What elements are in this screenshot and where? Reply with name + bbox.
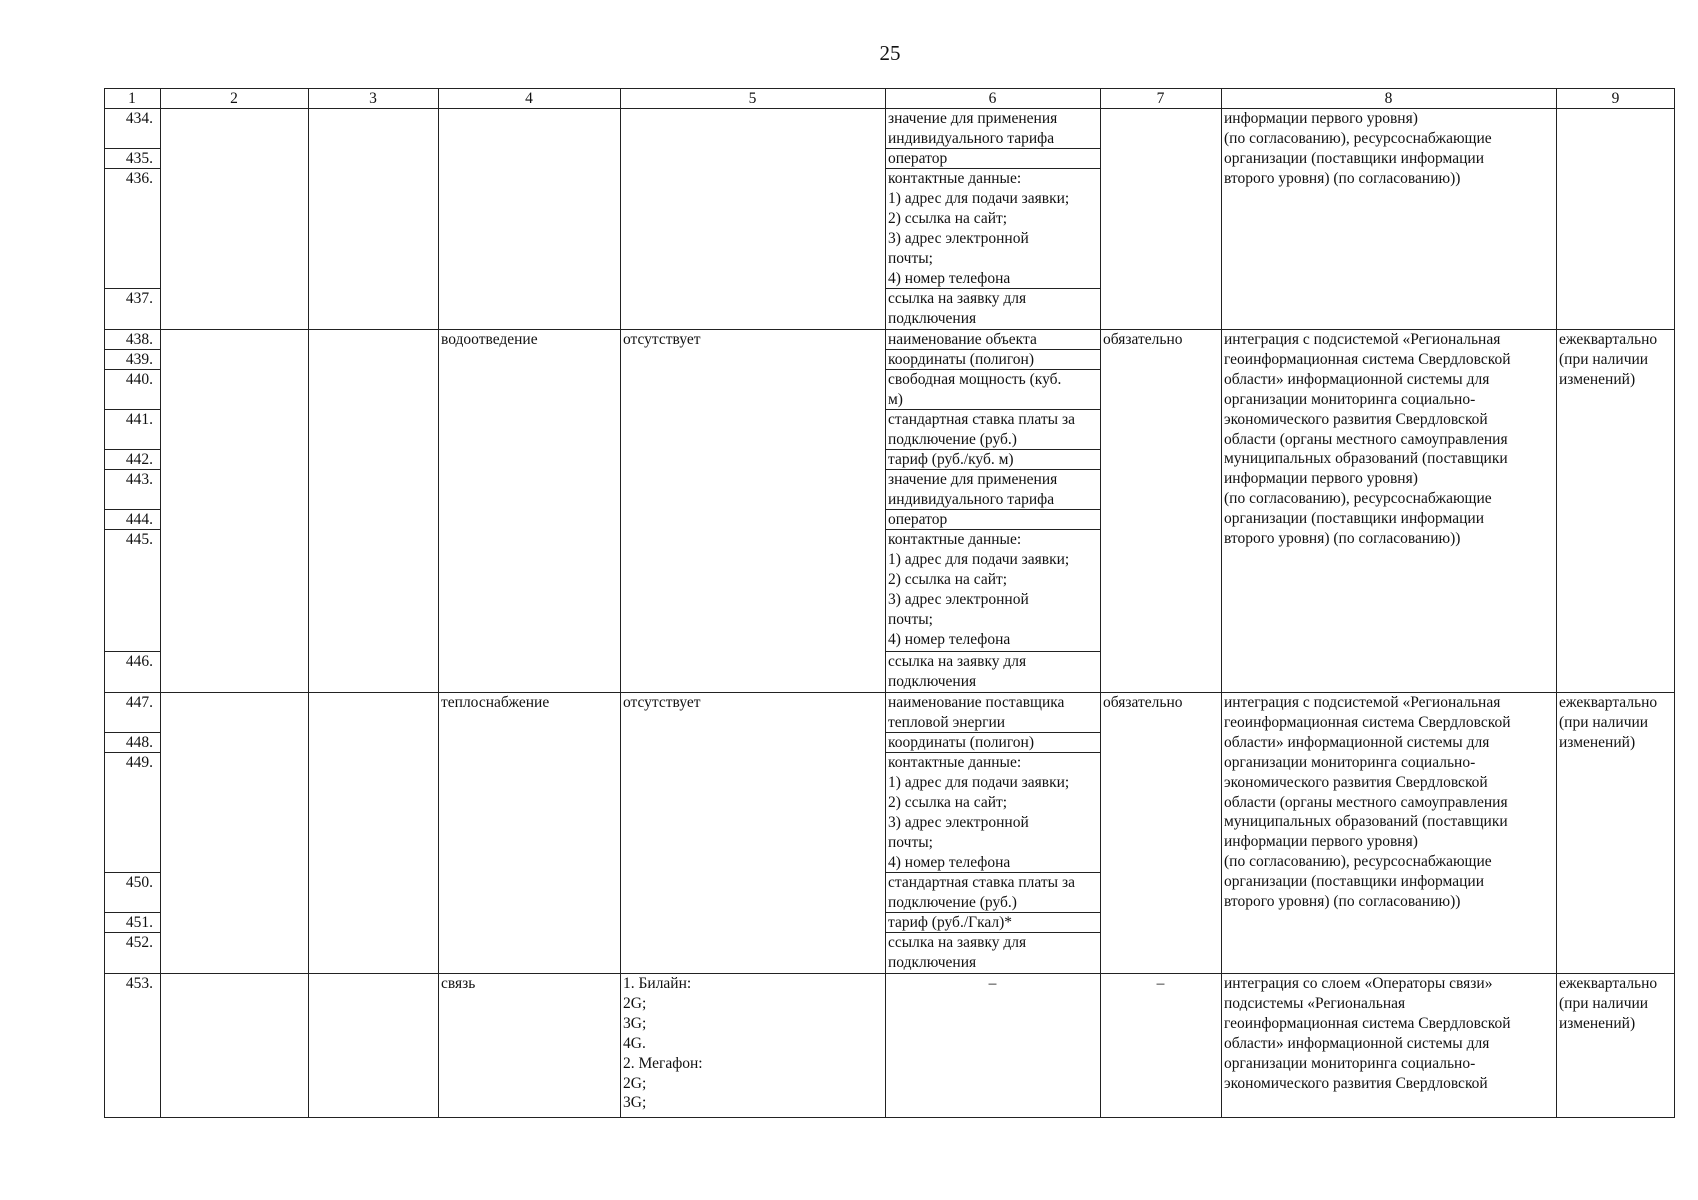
column-number: 2	[230, 90, 238, 107]
column-divider	[885, 88, 886, 1118]
column-number: 8	[1384, 90, 1393, 107]
field-name-cell: контактные данные: 1) адрес для подачи заявки; 2) ссылка на сайт; 3) адрес электронной почты; 4) номер телефона	[888, 170, 1070, 287]
frequency-cell: ежеквартально (при наличии изменений)	[1559, 694, 1658, 751]
availability-cell: отсутствует	[623, 331, 701, 348]
infrastructure-type-cell: теплоснабжение	[441, 694, 550, 711]
field-name-cell: тариф (руб./Гкал)*	[888, 914, 1013, 931]
row-number: 450.	[125, 874, 153, 891]
infrastructure-type-cell: связь	[441, 975, 476, 992]
row-number: 446.	[125, 653, 153, 670]
field-name-cell: координаты (полигон)	[888, 734, 1035, 751]
document-table	[104, 88, 1675, 1118]
frequency-cell: ежеквартально (при наличии изменений)	[1559, 975, 1658, 1032]
row-number: 440.	[125, 371, 153, 388]
row-number: 443.	[125, 471, 153, 488]
field-name-cell: свободная мощность (куб. м)	[888, 371, 1062, 408]
row-number: 436.	[125, 170, 153, 187]
frequency-cell: ежеквартально (при наличии изменений)	[1559, 331, 1658, 388]
column-divider	[1221, 88, 1222, 1118]
row-number: 448.	[125, 734, 153, 751]
field-name-cell: тариф (руб./куб. м)	[888, 451, 1014, 468]
row-number: 437.	[125, 290, 153, 307]
empty-dash-cell: –	[1156, 975, 1165, 992]
field-name-cell: контактные данные: 1) адрес для подачи заявки; 2) ссылка на сайт; 3) адрес электронной почты; 4) номер телефона	[888, 754, 1070, 871]
infrastructure-type-cell: водоотведение	[441, 331, 538, 348]
field-name-cell: контактные данные: 1) адрес для подачи заявки; 2) ссылка на сайт; 3) адрес электронной почты; 4) номер телефона	[888, 531, 1070, 648]
field-name-cell: ссылка на заявку для подключения	[888, 934, 1027, 971]
column-divider	[620, 88, 621, 1118]
row-number: 435.	[125, 150, 153, 167]
row-number: 438.	[125, 331, 153, 348]
row-number: 452.	[125, 934, 153, 951]
row-number: 441.	[125, 411, 153, 428]
field-name-cell: значение для применения индивидуального тарифа	[888, 110, 1058, 147]
column-number: 7	[1156, 90, 1165, 107]
column-number: 1	[128, 90, 136, 107]
field-name-cell: оператор	[888, 150, 948, 167]
empty-dash-cell: –	[988, 975, 997, 992]
field-name-cell: наименование поставщика тепловой энергии	[888, 694, 1065, 731]
row-number: 453.	[125, 975, 153, 992]
column-divider	[308, 88, 309, 1118]
page-number: 25	[879, 41, 901, 65]
row-number: 451.	[125, 914, 153, 931]
integration-cell: интеграция со слоем «Операторы связи» подсистемы «Региональная геоинформационная система Свердловской области» информационной системы для организации мониторинга социально- экономического развития Свердловской	[1224, 975, 1511, 1092]
row-number: 445.	[125, 531, 153, 548]
field-name-cell: ссылка на заявку для подключения	[888, 653, 1027, 690]
integration-cell: интеграция с подсистемой «Региональная геоинформационная система Свердловской области» информационной системы для организации мониторинга социально- экономического развития Свердловской области (органы местного самоуправления муниципальных образований (поставщики информации первого уровня) (по согласованию), ресурсоснабжающие организации (поставщики информации второго уровня) (по согласованию))	[1224, 694, 1511, 911]
integration-cell: интеграция с подсистемой «Региональная геоинформационная система Свердловской области» информационной системы для организации мониторинга социально- экономического развития Свердловской области (органы местного самоуправления муниципальных образований (поставщики информации первого уровня) (по согласованию), ресурсоснабжающие организации (поставщики информации второго уровня) (по согласованию))	[1224, 331, 1511, 548]
row-number: 447.	[125, 694, 153, 711]
field-name-cell: стандартная ставка платы за подключение (руб.)	[888, 874, 1075, 911]
field-name-cell: оператор	[888, 511, 948, 528]
row-number: 442.	[125, 451, 153, 468]
field-name-cell: значение для применения индивидуального тарифа	[888, 471, 1058, 508]
field-name-cell: наименование объекта	[888, 331, 1037, 348]
integration-cell: информации первого уровня) (по согласованию), ресурсоснабжающие организации (поставщики информации второго уровня) (по согласованию))	[1224, 110, 1492, 187]
row-number: 449.	[125, 754, 153, 771]
column-number: 4	[525, 90, 533, 107]
operators-cell: 1. Билайн: 2G; 3G; 4G. 2. Мегафон: 2G; 3G;	[623, 975, 703, 1112]
column-divider	[1100, 88, 1101, 1118]
row-number: 439.	[125, 351, 153, 368]
column-divider	[1556, 88, 1557, 1118]
column-number: 3	[369, 90, 377, 107]
column-divider	[160, 88, 161, 1118]
row-number: 444.	[125, 511, 153, 528]
field-name-cell: ссылка на заявку для подключения	[888, 290, 1027, 327]
field-name-cell: стандартная ставка платы за подключение (руб.)	[888, 411, 1075, 448]
mandatory-cell: обязательно	[1103, 694, 1183, 711]
column-number: 5	[748, 90, 757, 107]
row-number: 434.	[125, 110, 153, 127]
field-name-cell: координаты (полигон)	[888, 351, 1035, 368]
column-divider	[438, 88, 439, 1118]
mandatory-cell: обязательно	[1103, 331, 1183, 348]
availability-cell: отсутствует	[623, 694, 701, 711]
column-number: 6	[988, 90, 997, 107]
column-number: 9	[1611, 90, 1620, 107]
